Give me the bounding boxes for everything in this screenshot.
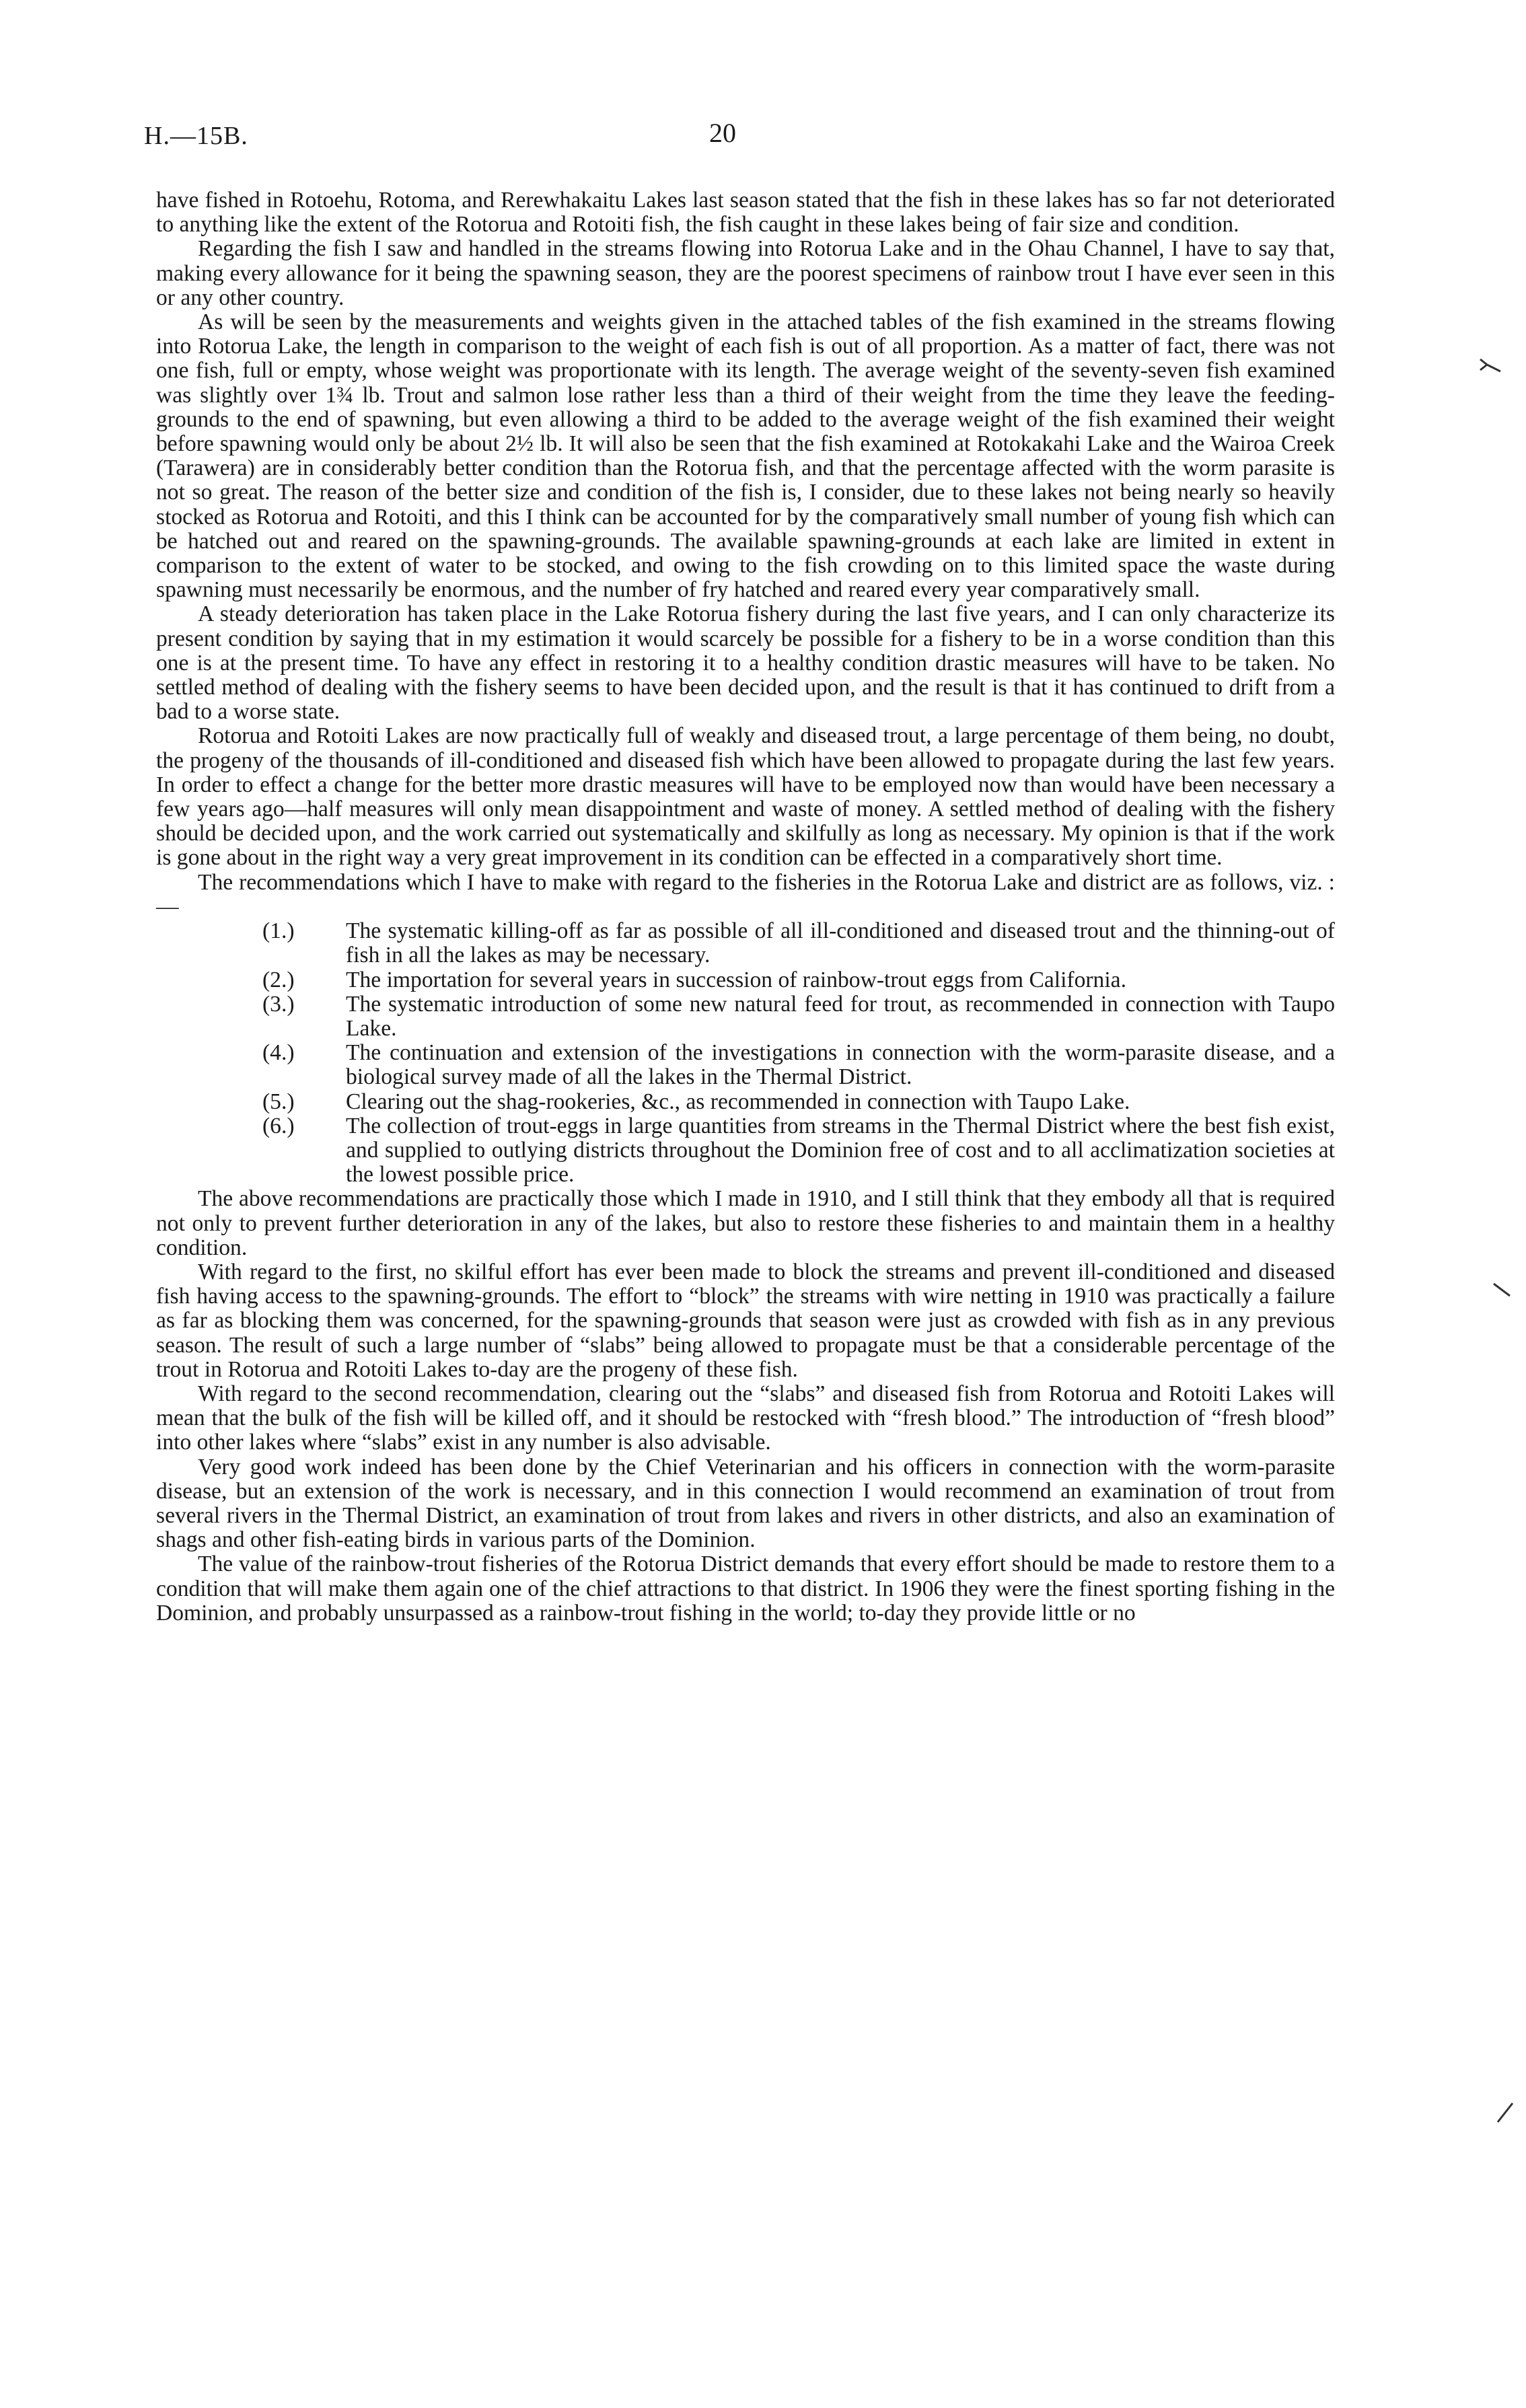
recommendation-text: Clearing out the shag-rookeries, &c., as recommended in connection with Taupo Lake. [346,1089,1130,1114]
recommendation-number: (6.) [262,1113,295,1138]
document-reference: H.—15B. [144,122,248,150]
document-page [144,108,1335,1626]
recommendation-number: (5.) [262,1089,295,1114]
recommendation-item [156,1041,1335,1089]
page-header [144,108,1335,188]
recommendation-number: (1.) [262,918,295,944]
paragraph: With regard to the first, no skilful effort has ever been made to block the streams and prevent ill-conditioned and diseased fish having access to the spawning-grounds. The effort to “block” the streams with wire netting in 1910 was practically a failure as far as blocking them was concerned, for the spawning-grounds that season were just as crowded with fish as in any previous season. The result of such a large number of “slabs” being allowed to propagate must be that a considerable percentage of the trout in Rotorua and Rotoiti Lakes to-day are the progeny of these fish. [156,1259,1335,1382]
recommendation-text: The systematic introduction of some new natural feed for trout, as recommended in connection with Taupo Lake. [346,991,1335,1041]
paragraph: The recommendations which I have to make with regard to the fisheries in the Rotorua Lake and district are as follows, viz. :— [156,869,1335,919]
recommendation-number: (4.) [262,1040,295,1066]
recommendation-number: (3.) [262,991,295,1017]
page-number: 20 [709,118,736,148]
recommendation-item [156,968,1335,992]
recommendation-item [156,919,1335,968]
margin-mark-icon [1492,1280,1513,1300]
margin-mark-icon [1495,2101,1515,2125]
recommendation-text: The systematic killing-off as far as possible of all ill-conditioned and diseased trout and the thinning-out of fish in all the lakes as may be necessary. [346,918,1335,968]
paragraph: have fished in Rotoehu, Rotoma, and Rerewhakaitu Lakes last season stated that the fish in these lakes has so far not deteriorated to anything like the extent of the Rotorua and Rotoiti fish, the fish caught in these lakes being of fair size and condition. [156,188,1335,238]
recommendation-item [156,1114,1335,1188]
recommendation-text: The continuation and extension of the investigations in connection with the worm-parasite disease, and a biological survey made of all the lakes in the Thermal District. [346,1040,1335,1090]
paragraph: The above recommendations are practically those which I made in 1910, and I still think that they embody all that is required not only to prevent further deterioration in any of the lakes, but also to restore these fisheries to and maintain them in a healthy condition. [156,1186,1335,1260]
recommendations-list [156,919,1335,1187]
recommendation-item [156,992,1335,1041]
paragraph: Very good work indeed has been done by the Chief Veterinarian and his officers in connection with the worm-parasite disease, but an extension of the work is necessary, and in this connection I would recommend an examination of trout from several rivers in the Thermal District, an examination of trout from lakes and rivers in other districts, and also an examination of shags and other fish-eating birds in various parts of the Dominion. [156,1454,1335,1553]
paragraph: As will be seen by the measurements and weights given in the attached tables of the fish examined in the streams flowing into Rotorua Lake, the length in comparison to the weight of each fish is out of all proportion. As a matter of fact, there was not one fish, full or empty, whose weight was proportionate with its length. The average weight of the seventy-seven fish examined was slightly over 1¾ lb. Trout and salmon lose rather less than a third of their weight from the time they leave the feeding-grounds to the end of spawning, but even allowing a third to be added to the average weight of the fish examined their weight before spawning would only be about 2½ lb. It will also be seen that the fish examined at Rotokakahi Lake and the Wairoa Creek (Tarawera) are in considerably better condition than the Rotorua fish, and that the percentage affected with the worm parasite is not so great. The reason of the better size and condition of the fish is, I consider, due to these lakes not being nearly so heavily stocked as Rotorua and Rotoiti, and this I think can be accounted for by the comparatively small number of young fish which can be hatched out and reared on the spawning-grounds. The available spawning-grounds at each lake are limited in extent in comparison to the extent of water to be stocked, and owing to the fish crowding on to this limited space the waste during spawning must necessarily be enormous, and the number of fry hatched and reared every year comparatively small. [156,309,1335,603]
margin-mark-icon [1478,355,1502,379]
paragraph: With regard to the second recommendation, clearing out the “slabs” and diseased fish from Rotorua and Rotoiti Lakes will mean that the bulk of the fish will be killed off, and it should be restocked with “fresh blood.” The introduction of “fresh blood” into other lakes where “slabs” exist in any number is also advisable. [156,1381,1335,1455]
recommendation-text: The importation for several years in succession of rainbow-trout eggs from California. [346,967,1126,992]
paragraph: A steady deterioration has taken place in the Lake Rotorua fishery during the last five years, and I can only characterize its present condition by saying that in my estimation it would scarcely be possible for a fishery to be in a worse condition than this one is at the present time. To have any effect in restoring it to a healthy condition drastic measures will have to be taken. No settled method of dealing with the fishery seems to have been decided upon, and the result is that it has continued to drift from a bad to a worse state. [156,601,1335,725]
recommendation-number: (2.) [262,967,295,992]
body-text [156,188,1335,1626]
paragraph: Rotorua and Rotoiti Lakes are now practically full of weakly and diseased trout, a large percentage of them being, no doubt, the progeny of the thousands of ill-conditioned and diseased fish which have been allowed to propagate during the last few years. In order to effect a change for the better more drastic measures will have to be employed now than would have been necessary a few years ago—half measures will only mean disappointment and waste of money. A settled method of dealing with the fishery should be decided upon, and the work carried out systematically and skilfully as long as necessary. My opinion is that if the work is gone about in the right way a very great improvement in its condition can be effected in a comparatively short time. [156,723,1335,871]
paragraph: The value of the rainbow-trout fisheries of the Rotorua District demands that every effort should be made to restore them to a condition that will make them again one of the chief attractions to that district. In 1906 they were the finest sporting fishing in the Dominion, and probably unsurpassed as a rainbow-trout fishing in the world; to-day they provide little or no [156,1552,1335,1626]
recommendation-text: The collection of trout-eggs in large quantities from streams in the Thermal District where the best fish exist, and supplied to outlying districts throughout the Dominion free of cost and to all acclimatization societies at the lowest possible price. [346,1113,1335,1188]
recommendation-item [156,1090,1335,1114]
paragraph: Regarding the fish I saw and handled in the streams flowing into Rotorua Lake and in the Ohau Channel, I have to say that, making every allowance for it being the spawning season, they are the poorest specimens of rainbow trout I have ever seen in this or any other country. [156,236,1335,310]
